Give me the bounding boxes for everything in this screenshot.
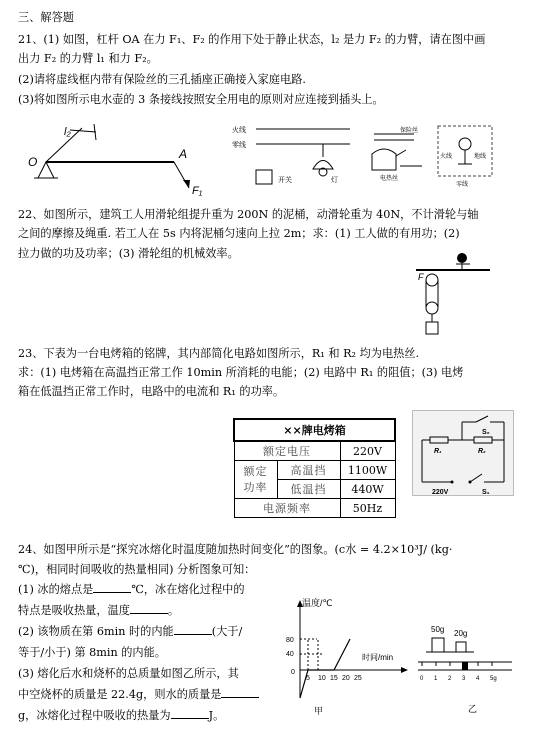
- label-F: F: [418, 272, 424, 282]
- rated-voltage-value: 220V: [340, 441, 395, 461]
- q24-p6: [18, 687, 259, 703]
- xtick-5: 5: [306, 675, 310, 682]
- scale-5: 5g: [490, 676, 497, 682]
- xtick-15: 15: [330, 675, 338, 682]
- q21-line1: 21、(1) 如图，杠杆 OA 在力 F₁、F₂ 的作用下处于静止状态，l₂ 是力 F₂ 的力臂，请在图中画: [18, 33, 486, 46]
- high-gear-label: 高温挡: [277, 461, 340, 480]
- balance-figure: [412, 618, 522, 718]
- lever-figure: [24, 120, 224, 200]
- low-gear-value: 440W: [340, 480, 395, 499]
- label-plug-neutral: 零线: [456, 182, 469, 188]
- q22-line2: 之间的摩擦及绳重. 若工人在 5s 内将泥桶匀速向上拉 2m；求：(1) 工人做的有用功；(2): [18, 227, 460, 240]
- label-plug-live: 火线: [440, 154, 453, 160]
- nameplate-table: [233, 418, 396, 518]
- q24-p6a: 中空烧杯的质量是 22.4g，则水的质量是: [18, 688, 222, 701]
- label-F1: F₁: [192, 185, 203, 197]
- kettle-figure: [362, 126, 430, 184]
- q22-line3: 拉力做的功及功率；(3) 滑轮组的机械效率。: [18, 247, 239, 260]
- xtick-10: 10: [318, 675, 326, 682]
- nameplate-title: ××牌电烤箱: [234, 419, 395, 441]
- label-heater: 电热丝: [380, 176, 399, 182]
- label-l2: l₂: [64, 126, 71, 138]
- q24-p7a: g，冰熔化过程中吸收的热量为: [18, 709, 171, 722]
- scale-3: 3: [462, 676, 466, 682]
- freq-label: 电源频率: [234, 499, 340, 518]
- q24-p3a: (2) 该物质在第 6min 时的内能: [18, 625, 174, 638]
- balance-caption: 乙: [468, 704, 478, 714]
- q24-p5: (3) 熔化后水和烧杯的总质量如图乙所示，其: [18, 667, 239, 680]
- freq-value: 50Hz: [340, 499, 395, 518]
- rated-power-label-1: 额定: [243, 464, 268, 478]
- label-live: 火线: [232, 127, 246, 134]
- q24-p1b: ℃，冰在熔化过程中的: [131, 583, 245, 596]
- ytick-80: 80: [286, 637, 294, 644]
- melting-graph: [282, 594, 414, 720]
- graph-caption: 甲: [314, 706, 324, 716]
- rated-power-label: [234, 461, 277, 499]
- q22-line1: 22、如图所示，建筑工人用滑轮组提升重为 200N 的泥桶，动滑轮重为 40N，不计滑轮与轴: [18, 208, 479, 221]
- label-S2: S₂: [482, 429, 490, 436]
- q21-line4: (3)将如图所示电水壶的 3 条接线按照安全用电的原则对应连接到插头上。: [18, 93, 384, 106]
- q24-p1a: (1) 冰的熔点是: [18, 583, 94, 596]
- graph-xlabel: 时间/min: [362, 653, 394, 662]
- internal-energy-blank[interactable]: [174, 634, 212, 635]
- low-gear-label: 低温挡: [277, 480, 340, 499]
- rated-power-label-2: 功率: [243, 480, 268, 494]
- section-title: 三、解答题: [18, 11, 74, 24]
- q21-line3: (2)请将虚线框内带有保险丝的三孔插座正确接入家庭电路.: [18, 73, 306, 86]
- q24-p4: 等于/小于) 第 8min 的内能。: [18, 646, 167, 659]
- pulley-figure: [412, 250, 492, 340]
- q24-line1: 24、如图甲所示是“探究冰熔化时温度随加热时间变化”的图象。(c水 = 4.2×10³J/ (kg·: [18, 543, 453, 556]
- label-S1: S₁: [482, 489, 490, 496]
- water-mass-blank[interactable]: [221, 697, 259, 698]
- graph-ylabel: 温度/℃: [302, 598, 333, 608]
- q24-p3: [18, 624, 242, 640]
- weight-20g: 20g: [454, 629, 468, 638]
- temperature-blank[interactable]: [130, 613, 168, 614]
- q24-p7: [18, 708, 224, 724]
- plug-figure: [436, 124, 494, 194]
- xtick-25: 25: [354, 675, 362, 682]
- heat-blank[interactable]: [171, 718, 209, 719]
- label-switch: 开关: [278, 177, 292, 184]
- label-R2: R₂: [478, 448, 486, 455]
- label-neutral: 零线: [232, 142, 246, 149]
- label-R1: R₁: [434, 448, 442, 455]
- q24-p2: [18, 603, 179, 619]
- xtick-20: 20: [342, 675, 350, 682]
- q23-line3: 箱在低温挡正常工作时，电路中的电流和 R₁ 的功率。: [18, 385, 285, 398]
- label-O: O: [28, 155, 38, 169]
- q24-p3b: (大于/: [211, 625, 243, 638]
- label-A: A: [179, 147, 188, 161]
- q23-line1: 23、下表为一台电烤箱的铭牌，其内部简化电路如图所示，R₁ 和 R₂ 均为电热丝.: [18, 347, 420, 360]
- oven-circuit-figure: [412, 410, 514, 496]
- ytick-40: 40: [286, 651, 294, 658]
- q24-p2b: 。: [167, 604, 180, 617]
- high-gear-value: 1100W: [340, 461, 395, 480]
- q24-p1: [18, 582, 245, 598]
- rated-voltage-label: 额定电压: [234, 441, 340, 461]
- scale-1: 1: [434, 676, 438, 682]
- label-plug-ground: 地线: [474, 154, 487, 160]
- household-circuit-figure: [228, 122, 353, 194]
- label-lamp: 灯: [331, 177, 338, 184]
- ytick-0: 0: [291, 669, 295, 676]
- q24-line2: ℃)，相同时间吸收的热量相同) 分析图象可知：: [18, 563, 256, 576]
- weight-50g: 50g: [431, 625, 445, 634]
- q24-p2a: 特点是吸收热量，温度: [18, 604, 130, 617]
- q21-line2: 出力 F₂ 的力臂 l₁ 和力 F₂。: [18, 52, 158, 65]
- melting-point-blank[interactable]: [93, 592, 131, 593]
- scale-0: 0: [420, 676, 424, 682]
- scale-4: 4: [476, 676, 480, 682]
- q24-p7b: J。: [208, 709, 225, 722]
- scale-2: 2: [448, 676, 452, 682]
- q23-line2: 求：(1) 电烤箱在高温挡正常工作 10min 所消耗的电能；(2) 电路中 R₁ 的阻值；(3) 电烤: [18, 366, 464, 379]
- label-220V: 220V: [432, 489, 449, 496]
- label-fuse: 保险丝: [400, 128, 419, 134]
